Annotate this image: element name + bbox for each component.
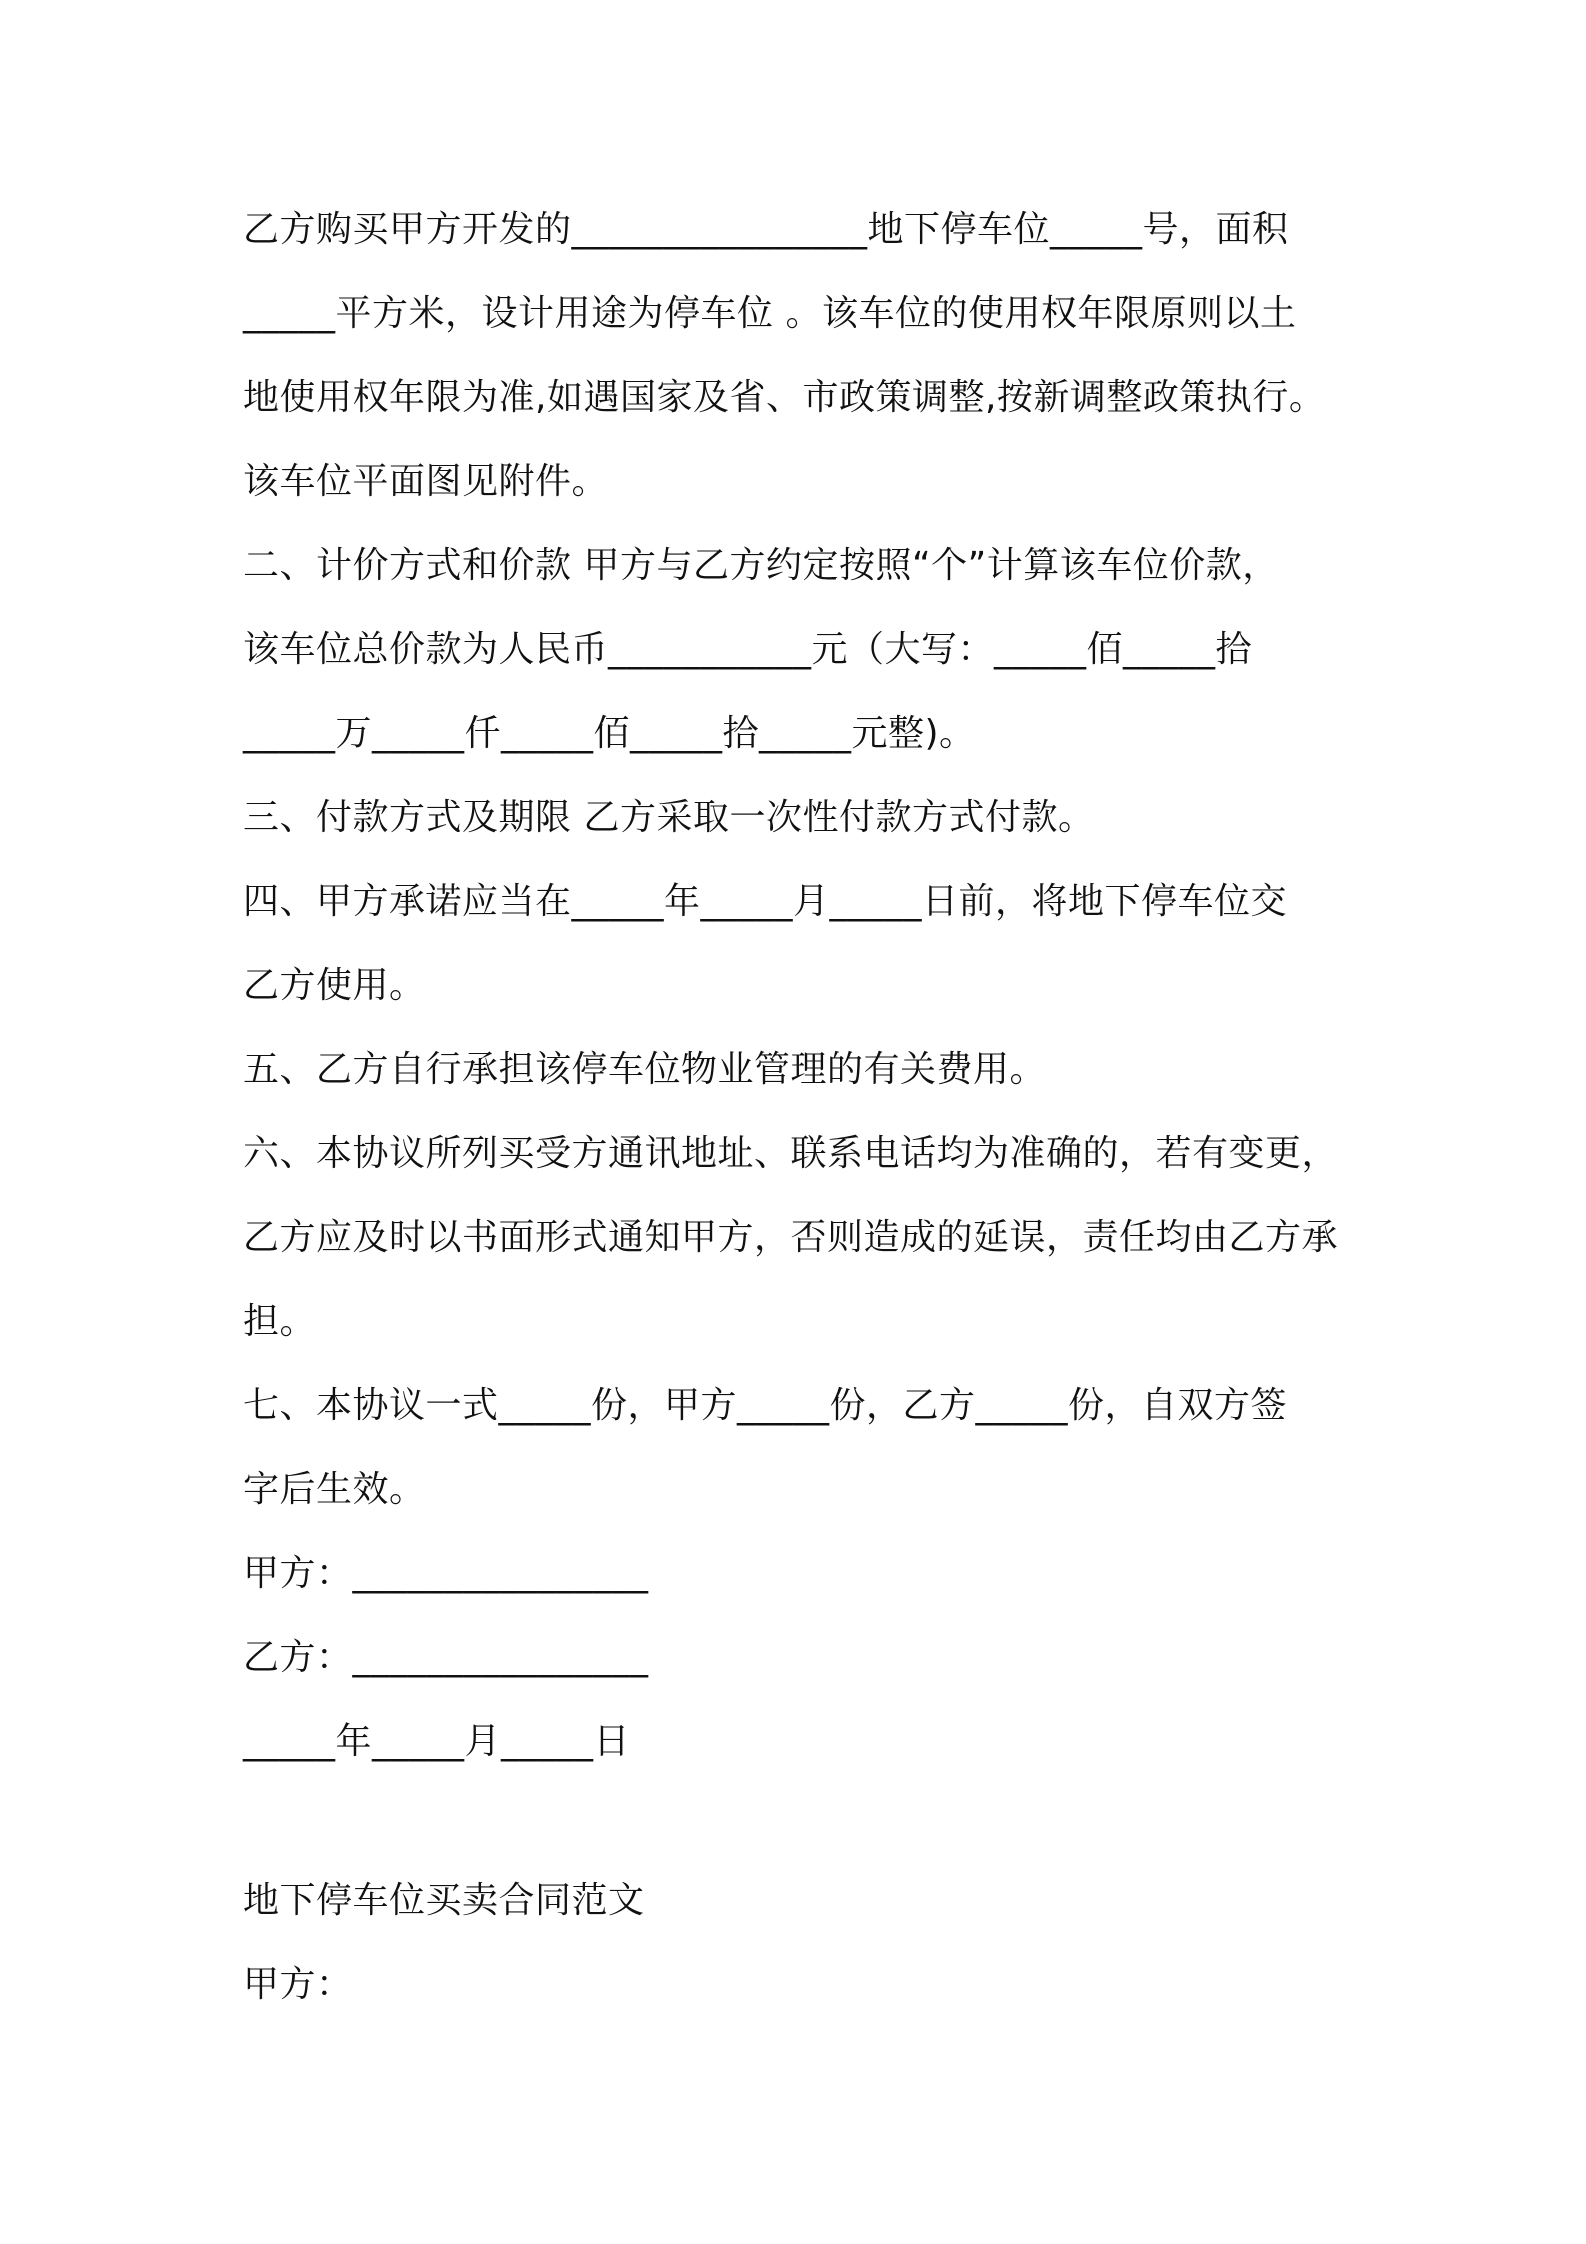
clause-7-line-2: 字后生效。 <box>243 1469 426 1510</box>
party-a-signature: 甲方：________________ <box>243 1553 649 1594</box>
signature-date: _____年_____月_____日 <box>243 1721 631 1762</box>
paragraph-line-1: 乙方购买甲方开发的________________地下停车位_____号，面积 <box>243 209 1289 250</box>
next-document-party-a: 甲方： <box>243 1964 353 2005</box>
clause-7-line-1: 七、本协议一式_____份，甲方_____份，乙方_____份，自双方签 <box>243 1385 1288 1426</box>
clause-2-line-1: 二、计价方式和价款 甲方与乙方约定按照“个”计算该车位价款， <box>243 545 1279 586</box>
paragraph-line-2: _____平方米，设计用途为停车位 。该车位的使用权年限原则以土 <box>243 293 1297 334</box>
clause-5: 五、乙方自行承担该停车位物业管理的有关费用。 <box>243 1049 1047 1090</box>
clause-4-line-1: 四、甲方承诺应当在_____年_____月_____日前，将地下停车位交 <box>243 881 1288 922</box>
clause-2-line-2: 该车位总价款为人民币___________元（大写：_____佰_____拾 <box>243 629 1253 670</box>
party-b-signature: 乙方：________________ <box>243 1637 649 1678</box>
clause-2-line-3: _____万_____仟_____佰_____拾_____元整)。 <box>243 713 976 754</box>
clause-6-line-3: 担。 <box>243 1301 317 1342</box>
paragraph-line-4: 该车位平面图见附件。 <box>243 461 609 502</box>
clause-6-line-2: 乙方应及时以书面形式通知甲方，否则造成的延误，责任均由乙方承 <box>243 1217 1339 1258</box>
clause-4-line-2: 乙方使用。 <box>243 965 426 1006</box>
paragraph-line-3: 地使用权年限为准,如遇国家及省、市政策调整,按新调整政策执行。 <box>243 377 1326 418</box>
next-document-title: 地下停车位买卖合同范文 <box>243 1880 645 1921</box>
clause-6-line-1: 六、本协议所列买受方通讯地址、联系电话均为准确的，若有变更， <box>243 1133 1339 1174</box>
clause-3: 三、付款方式及期限 乙方采取一次性付款方式付款。 <box>243 797 1095 838</box>
